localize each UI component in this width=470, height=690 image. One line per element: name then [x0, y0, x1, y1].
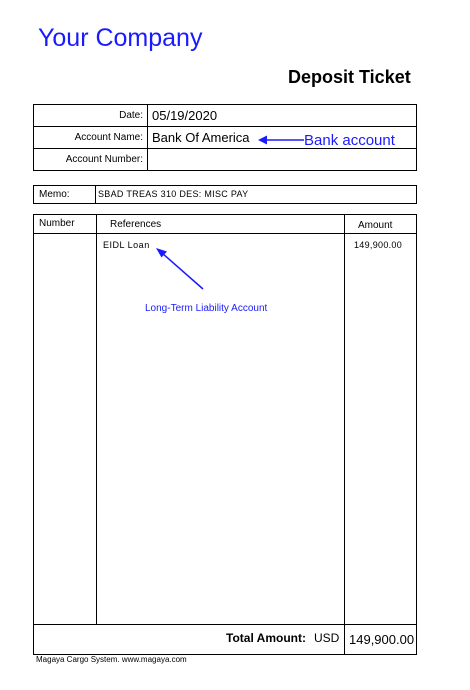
- bank-account-annotation: Bank account: [304, 132, 395, 149]
- total-label: Total Amount:: [226, 631, 306, 645]
- account-number-value: [148, 149, 417, 171]
- date-label: Date:: [34, 105, 148, 127]
- deposit-lines-table: [33, 214, 417, 655]
- document-title: Deposit Ticket: [288, 67, 411, 87]
- column-header-number: Number: [39, 218, 75, 229]
- account-number-label: Account Number:: [34, 149, 148, 171]
- column-divider: [344, 215, 345, 654]
- date-row: [34, 105, 417, 127]
- memo-label: Memo:: [34, 186, 96, 203]
- memo-box: [33, 185, 417, 204]
- total-divider: [34, 624, 416, 625]
- account-name-label: Account Name:: [34, 127, 148, 149]
- account-number-row: [34, 149, 417, 171]
- total-currency: USD: [314, 631, 340, 645]
- total-amount: 149,900.00: [349, 632, 415, 647]
- date-value: 05/19/2020: [148, 105, 417, 127]
- column-divider: [96, 215, 97, 625]
- arrow-up-left-icon: [152, 244, 208, 294]
- header-divider: [34, 233, 416, 234]
- table-row-amount: 149,900.00: [354, 240, 403, 250]
- column-header-amount: Amount: [358, 220, 393, 231]
- arrow-left-icon: [256, 133, 306, 147]
- table-row-reference: EIDL Loan: [103, 240, 150, 250]
- memo-value: SBAD TREAS 310 DES: MISC PAY: [98, 189, 249, 199]
- account-name-value: Bank Of America: [148, 127, 417, 149]
- footer-text: Magaya Cargo System. www.magaya.com: [36, 655, 187, 664]
- company-name: Your Company: [38, 24, 203, 52]
- liability-account-annotation: Long-Term Liability Account: [145, 303, 268, 314]
- column-header-references: References: [110, 219, 162, 230]
